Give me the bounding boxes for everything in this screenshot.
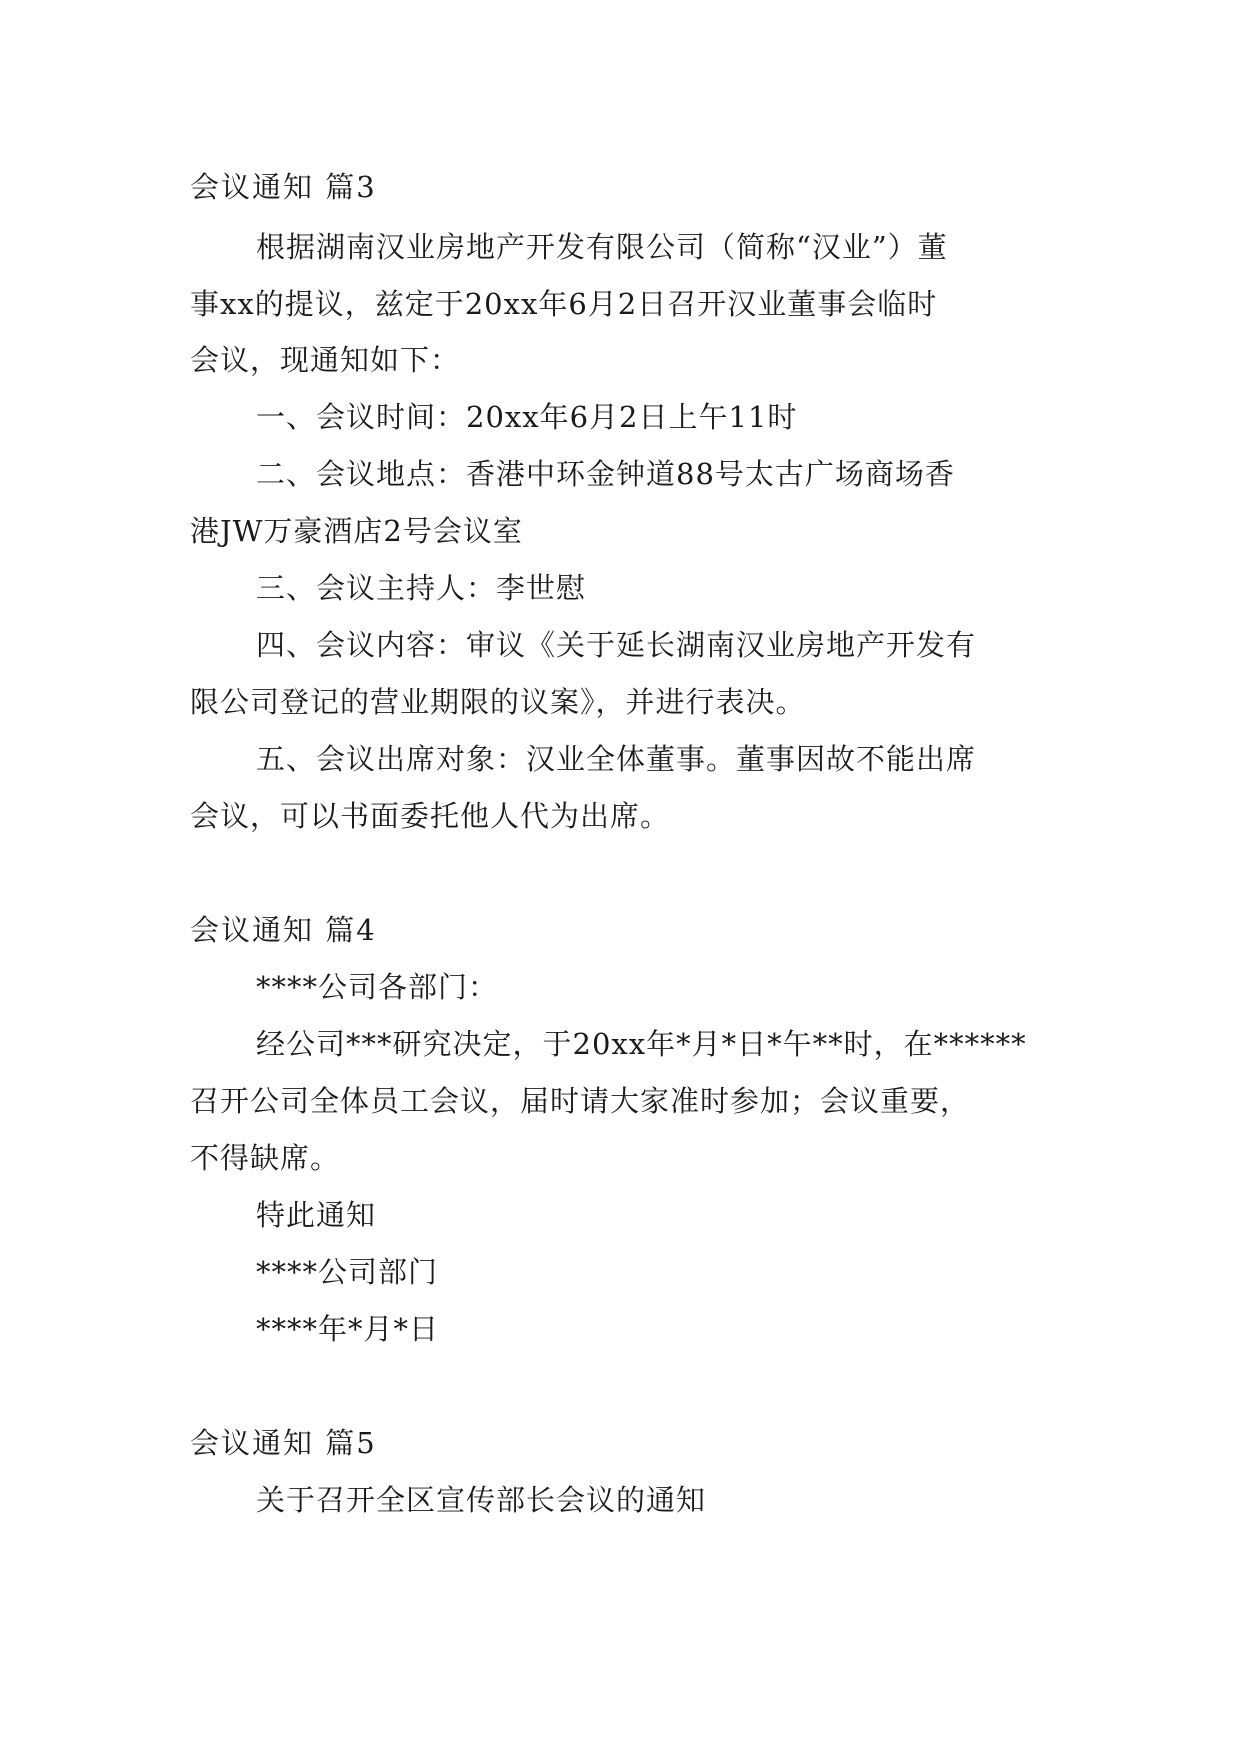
paragraph-line: 港JW万豪酒店2号会议室	[190, 514, 523, 548]
section-heading-3: 会议通知 篇3	[190, 170, 377, 204]
paragraph-line: 根据湖南汉业房地产开发有限公司（简称“汉业”）董	[256, 230, 948, 264]
paragraph-line: 会议，可以书面委托他人代为出席。	[190, 799, 671, 833]
paragraph-line: 召开公司全体员工会议，届时请大家准时参加；会议重要，	[190, 1084, 971, 1118]
section-heading-5: 会议通知 篇5	[190, 1426, 377, 1460]
paragraph-line: 五、会议出席对象：汉业全体董事。董事因故不能出席	[256, 742, 977, 776]
paragraph-line: 关于召开全区宣传部长会议的通知	[256, 1483, 707, 1517]
paragraph-line: 特此通知	[256, 1198, 377, 1232]
paragraph-line: 不得缺席。	[190, 1141, 341, 1175]
paragraph-line: 限公司登记的营业期限的议案》，并进行表决。	[190, 685, 806, 719]
section-heading-4: 会议通知 篇4	[190, 913, 377, 947]
paragraph-line: 会议，现通知如下：	[190, 343, 461, 377]
paragraph-line: 四、会议内容：审议《关于延长湖南汉业房地产开发有	[256, 628, 977, 662]
paragraph-line: 二、会议地点：香港中环金钟道88号太古广场商场香	[256, 457, 955, 491]
paragraph-line: 三、会议主持人：李世慰	[256, 571, 587, 605]
paragraph-line: 经公司***研究决定，于20xx年*月*日*午**时，在******	[256, 1027, 1027, 1061]
paragraph-line: 一、会议时间：20xx年6月2日上午11时	[256, 400, 798, 434]
paragraph-line: ****公司各部门：	[256, 970, 499, 1004]
paragraph-line: ****公司部门	[256, 1255, 439, 1289]
paragraph-line: 事xx的提议，兹定于20xx年6月2日召开汉业董事会临时	[190, 287, 938, 321]
paragraph-line: ****年*月*日	[256, 1312, 440, 1346]
